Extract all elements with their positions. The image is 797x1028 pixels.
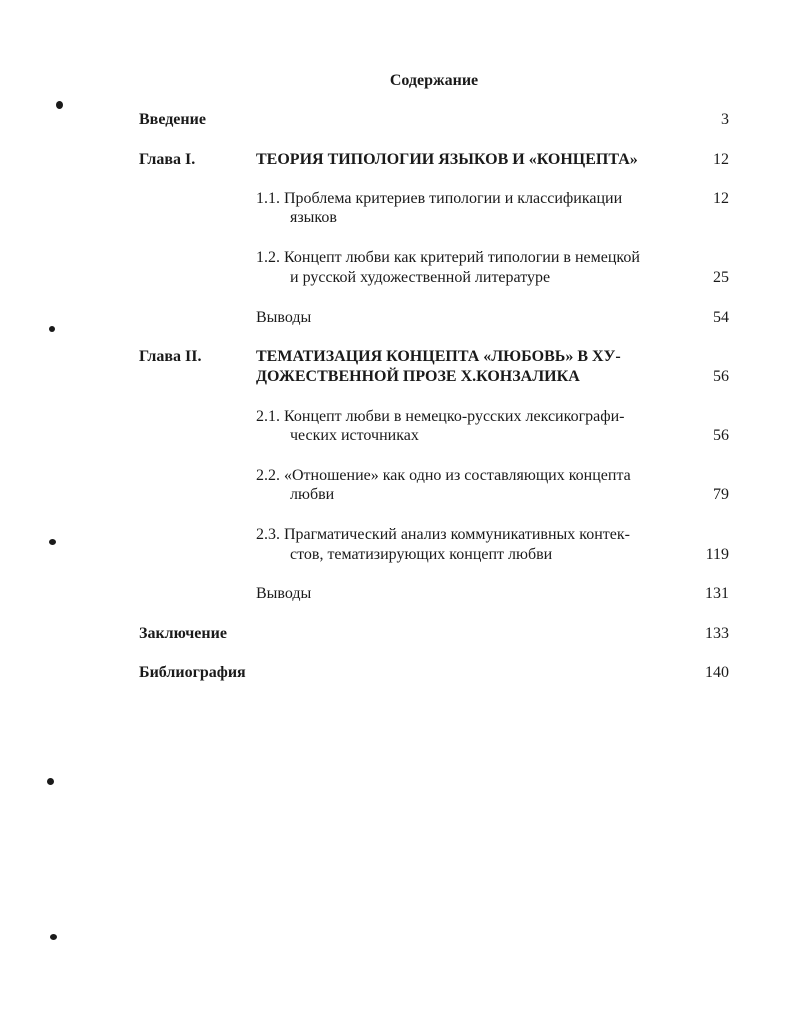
toc-section-1-2-line1: 1.2. Концепт любви как критерий типологии в немецкой xyxy=(256,249,640,266)
scan-mark xyxy=(47,778,54,785)
toc-section-2-2-page: 79 xyxy=(713,486,729,503)
toc-chapter-1-page: 12 xyxy=(713,151,729,168)
toc-chapter-2-page: 56 xyxy=(713,368,729,385)
toc-conclusions-1-page: 54 xyxy=(713,309,729,326)
page-title: Содержание xyxy=(389,72,479,89)
toc-section-2-2-line2: любви xyxy=(290,486,335,503)
scan-mark xyxy=(56,101,63,109)
toc-section-1-1-line2: языков xyxy=(290,209,337,226)
toc-section-1-2-line2: и русской художественной литературе xyxy=(290,269,551,286)
toc-chapter-2-line1: ТЕМАТИЗАЦИЯ КОНЦЕПТА «ЛЮБОВЬ» В ХУ- xyxy=(256,348,621,365)
toc-section-1-1-line1: 1.1. Проблема критериев типологии и классификации xyxy=(256,190,623,207)
toc-entry-conclusion-label: Заключение xyxy=(139,625,227,642)
toc-entry-intro-label: Введение xyxy=(139,111,206,128)
toc-conclusions-2-page: 131 xyxy=(705,585,729,602)
toc-entry-conclusion-page: 133 xyxy=(705,625,729,642)
toc-section-1-1-page: 12 xyxy=(713,190,729,207)
toc-entry-bibliography-label: Библиография xyxy=(139,664,246,681)
scan-mark xyxy=(49,539,56,545)
toc-section-2-3-line2: стов, тематизирующих концепт любви xyxy=(290,546,553,563)
toc-conclusions-2-label: Выводы xyxy=(256,585,312,602)
scan-mark xyxy=(50,934,57,940)
toc-section-2-3-page: 119 xyxy=(705,546,729,563)
toc-chapter-2-line2: ДОЖЕСТВЕННОЙ ПРОЗЕ Х.КОНЗАЛИКА xyxy=(256,368,580,385)
toc-entry-intro-page: 3 xyxy=(721,111,729,128)
toc-chapter-1-label: Глава I. xyxy=(139,151,196,168)
toc-section-2-1-line2: ческих источниках xyxy=(290,427,419,444)
toc-conclusions-1-label: Выводы xyxy=(256,309,312,326)
scan-mark xyxy=(49,326,55,332)
toc-chapter-2-label: Глава II. xyxy=(139,348,202,365)
toc-section-2-3-line1: 2.3. Прагматический анализ коммуникативных контек- xyxy=(256,526,630,543)
toc-section-2-1-line1: 2.1. Концепт любви в немецко-русских лексикографи- xyxy=(256,408,625,425)
toc-chapter-1-title: ТЕОРИЯ ТИПОЛОГИИ ЯЗЫКОВ И «КОНЦЕПТА» xyxy=(256,151,638,168)
toc-entry-bibliography-page: 140 xyxy=(705,664,729,681)
toc-section-2-2-line1: 2.2. «Отношение» как одно из составляющих концепта xyxy=(256,467,631,484)
toc-section-1-2-page: 25 xyxy=(713,269,729,286)
toc-section-2-1-page: 56 xyxy=(713,427,729,444)
